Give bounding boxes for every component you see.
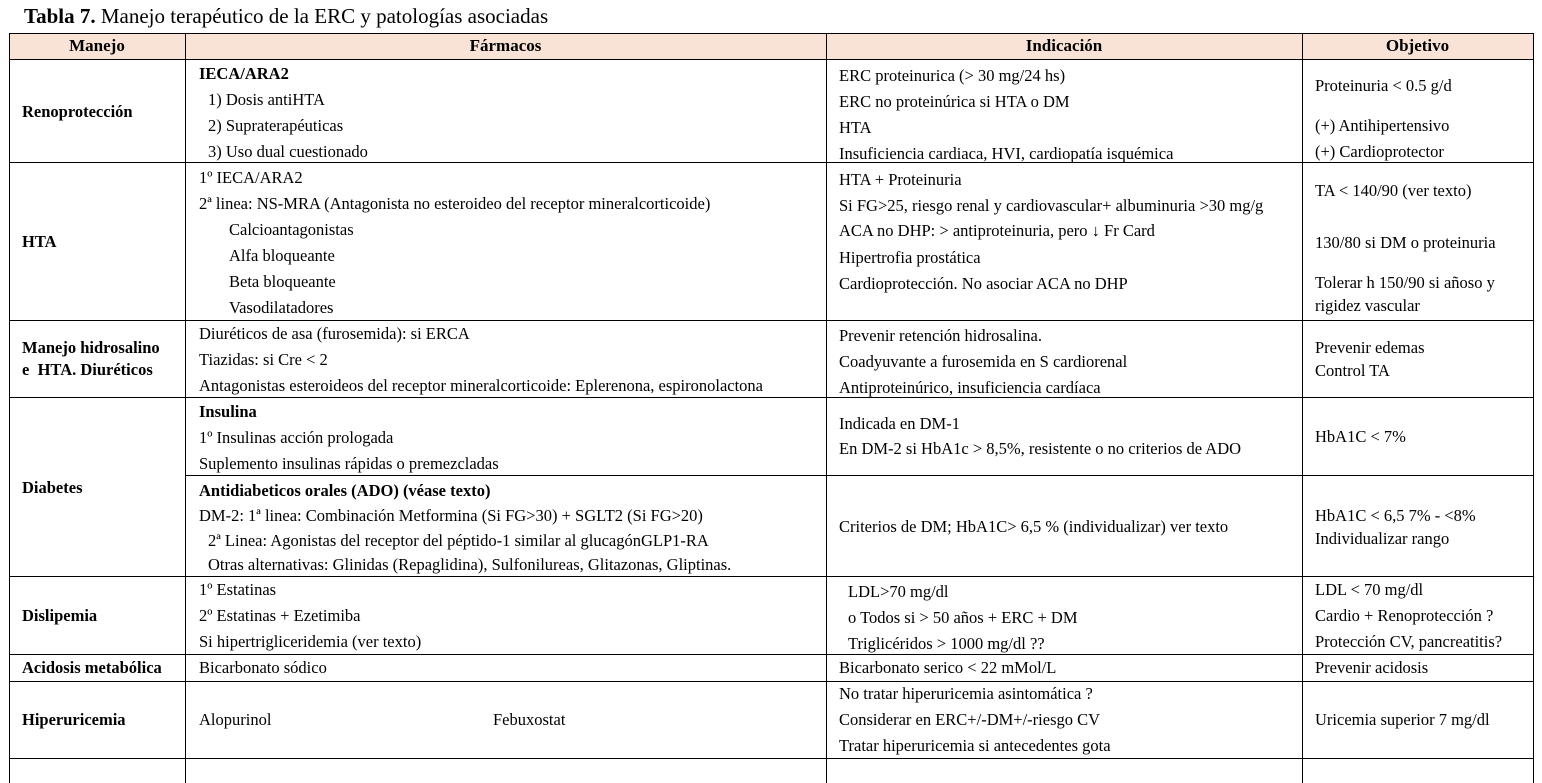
objetivo-line: Individualizar rango xyxy=(1315,529,1450,548)
indicacion-line: Indicada en DM-1 xyxy=(839,414,960,433)
objetivo-line: HbA1C < 7% xyxy=(1315,427,1406,446)
objetivo-line: Tolerar h 150/90 si añoso y xyxy=(1315,273,1495,292)
indicacion-line: Antiproteinúrico, insuficiencia cardíaca xyxy=(839,378,1101,397)
row-divider xyxy=(9,397,1534,398)
indicacion-line: No tratar hiperuricemia asintomática ? xyxy=(839,684,1093,703)
farmaco-line: 2) Supraterapéuticas xyxy=(208,116,344,135)
row-divider xyxy=(9,59,1534,60)
indicacion-line: Cardioprotección. No asociar ACA no DHP xyxy=(839,274,1128,293)
col-divider xyxy=(185,33,186,783)
farmaco-line: Alfa bloqueante xyxy=(229,246,335,265)
col-divider xyxy=(826,33,827,783)
header-manejo: Manejo xyxy=(69,36,125,55)
indicacion-line: Prevenir retención hidrosalina. xyxy=(839,326,1042,345)
objetivo-line: Protección CV, pancreatitis? xyxy=(1315,632,1503,651)
caption-text: Manejo terapéutico de la ERC y patologías asociadas xyxy=(100,4,549,28)
indicacion-line: HTA + Proteinuria xyxy=(839,170,962,189)
header-farmacos: Fármacos xyxy=(469,36,542,55)
objetivo-line: rigidez vascular xyxy=(1315,296,1420,315)
manejo-renoproteccion: Renoprotección xyxy=(22,102,133,121)
farmaco-line: Febuxostat xyxy=(493,710,566,729)
objetivo-line: TA < 140/90 (ver texto) xyxy=(1315,181,1472,200)
objetivo-line: Control TA xyxy=(1315,361,1390,380)
col-divider xyxy=(9,33,10,783)
caption-label: Tabla 7. xyxy=(24,4,96,28)
farmaco-line: Insulina xyxy=(199,402,257,421)
indicacion-line: Insuficiencia cardiaca, HVI, cardiopatía isquémica xyxy=(839,144,1174,163)
manejo-hta: HTA xyxy=(22,232,57,251)
farmaco-line: Suplemento insulinas rápidas o premezcladas xyxy=(199,454,499,473)
row-divider xyxy=(9,654,1534,655)
farmaco-line: 3) Uso dual cuestionado xyxy=(208,142,368,161)
farmaco-line: Vasodilatadores xyxy=(229,298,334,317)
manejo-dislipemia: Dislipemia xyxy=(22,606,98,625)
indicacion-line: Triglicéridos > 1000 mg/dl ?? xyxy=(848,634,1045,653)
objetivo-line: HbA1C < 6,5 7% - <8% xyxy=(1315,506,1476,525)
table-caption xyxy=(24,4,548,29)
indicacion-line: Hipertrofia prostática xyxy=(839,248,981,267)
row-divider xyxy=(185,475,1534,476)
header-objetivo: Objetivo xyxy=(1385,36,1450,55)
farmaco-line: Otras alternativas: Glinidas (Repaglidina), Sulfonilureas, Glitazonas, Gliptinas. xyxy=(208,555,732,574)
indicacion-line: Si FG>25, riesgo renal y cardiovascular+ albuminuria >30 mg/g xyxy=(839,196,1264,215)
farmaco-line: IECA/ARA2 xyxy=(199,64,289,83)
indicacion-line: ERC proteinurica (> 30 mg/24 hs) xyxy=(839,66,1066,85)
objetivo-line: LDL < 70 mg/dl xyxy=(1315,580,1424,599)
farmaco-line: Alopurinol xyxy=(199,710,272,729)
farmaco-line: 2º Estatinas + Ezetimiba xyxy=(199,606,361,625)
objetivo-line: Prevenir edemas xyxy=(1315,338,1425,357)
indicacion-line: o Todos si > 50 años + ERC + DM xyxy=(848,608,1078,627)
indicacion-line: Bicarbonato serico < 22 mMol/L xyxy=(839,658,1057,677)
col-divider xyxy=(1533,33,1534,783)
farmaco-line: 1º IECA/ARA2 xyxy=(199,168,303,187)
indicacion-line: Considerar en ERC+/-DM+/-riesgo CV xyxy=(839,710,1101,729)
objetivo-line: Uricemia superior 7 mg/dl xyxy=(1315,710,1490,729)
manejo-hidrosalino-line2: e HTA. Diuréticos xyxy=(22,360,153,379)
row-divider xyxy=(9,758,1534,759)
indicacion-line: ERC no proteinúrica si HTA o DM xyxy=(839,92,1070,111)
indicacion-line: Tratar hiperuricemia si antecedentes gota xyxy=(839,736,1111,755)
farmaco-line: 1º Insulinas acción prologada xyxy=(199,428,394,447)
objetivo-line: 130/80 si DM o proteinuria xyxy=(1315,233,1496,252)
farmaco-line: Bicarbonato sódico xyxy=(199,658,327,677)
row-divider xyxy=(9,320,1534,321)
farmaco-line: 2ª linea: NS-MRA (Antagonista no esteroideo del receptor mineralcorticoide) xyxy=(199,194,711,213)
therapy-table xyxy=(9,33,1534,783)
objetivo-line: Prevenir acidosis xyxy=(1315,658,1429,677)
farmaco-line: Tiazidas: si Cre < 2 xyxy=(199,350,328,369)
col-divider xyxy=(1302,33,1303,783)
objetivo-line: Cardio + Renoprotección ? xyxy=(1315,606,1494,625)
indicacion-line: Criterios de DM; HbA1C> 6,5 % (individualizar) ver texto xyxy=(839,517,1229,536)
indicacion-line: ACA no DHP: > antiproteinuria, pero ↓ Fr Card xyxy=(839,221,1155,240)
farmaco-line: Antidiabeticos orales (ADO) (véase texto) xyxy=(199,481,491,500)
farmaco-line: 1º Estatinas xyxy=(199,580,277,599)
indicacion-line: LDL>70 mg/dl xyxy=(848,582,949,601)
farmaco-line: DM-2: 1ª linea: Combinación Metformina (Si FG>30) + SGLT2 (Si FG>20) xyxy=(199,506,703,525)
farmaco-line: Antagonistas esteroideos del receptor mineralcorticoide: Eplerenona, espironolactona xyxy=(199,376,763,395)
farmaco-line: 2ª Linea: Agonistas del receptor del péptido-1 similar al glucagónGLP1-RA xyxy=(208,531,709,550)
manejo-diabetes: Diabetes xyxy=(22,478,83,497)
manejo-hiperuricemia: Hiperuricemia xyxy=(22,710,126,729)
indicacion-line: Coadyuvante a furosemida en S cardiorenal xyxy=(839,352,1128,371)
objetivo-line: (+) Antihipertensivo xyxy=(1315,116,1450,135)
farmaco-line: Beta bloqueante xyxy=(229,272,336,291)
objetivo-line: (+) Cardioprotector xyxy=(1315,142,1444,161)
farmaco-line: Diuréticos de asa (furosemida): si ERCA xyxy=(199,324,470,343)
farmaco-line: Calcioantagonistas xyxy=(229,220,354,239)
row-divider xyxy=(9,576,1534,577)
indicacion-line: En DM-2 si HbA1c > 8,5%, resistente o no criterios de ADO xyxy=(839,439,1242,458)
objetivo-line: Proteinuria < 0.5 g/d xyxy=(1315,76,1452,95)
row-divider xyxy=(9,681,1534,682)
header-indicacion: Indicación xyxy=(1025,36,1103,55)
farmaco-line: 1) Dosis antiHTA xyxy=(208,90,325,109)
farmaco-line: Si hipertrigliceridemia (ver texto) xyxy=(199,632,422,651)
indicacion-line: HTA xyxy=(839,118,872,137)
row-divider xyxy=(9,162,1534,163)
manejo-acidosis: Acidosis metabólica xyxy=(22,658,162,677)
manejo-hidrosalino-line1: Manejo hidrosalino xyxy=(22,338,160,357)
